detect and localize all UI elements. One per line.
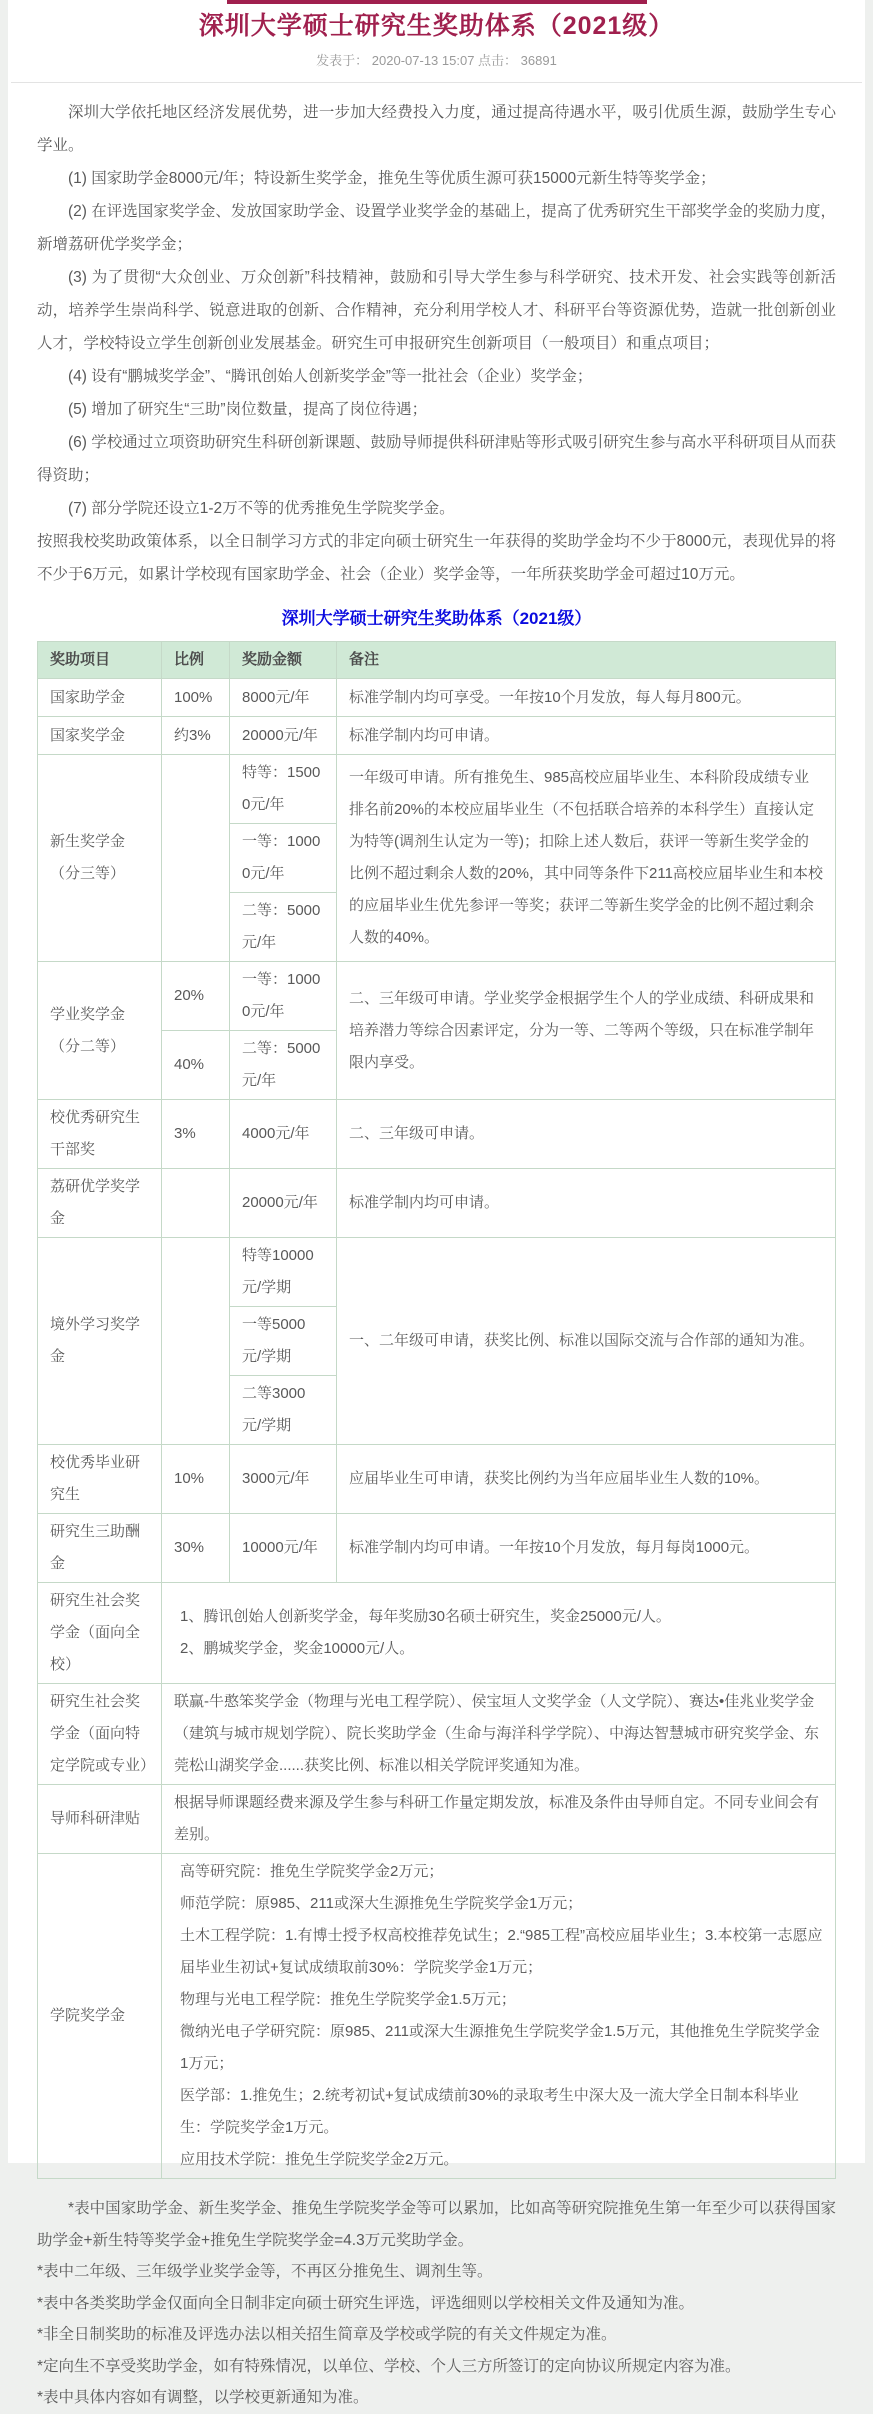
cell-amount-first: 一等：10000元/年 [230,824,337,893]
row-social-scholarship-specific [38,1684,836,1785]
cell-project: 研究生社会奖学金（面向全校） [38,1583,162,1684]
header-cell-remark: 备注 [337,642,836,679]
cell-amount-first: 一等：10000元/年 [230,962,337,1031]
row-supervisor-research-allowance [38,1785,836,1854]
row-overseas-study-scholarship [38,1238,836,1307]
footer-note-1: *表中国家助学金、新生奖学金、推免生学院奖学金等可以累加，比如高等研究院推免生第一年至少可以获得国家助学金+新生特等奖学金+推免生学院奖学金=4.3万元奖助学金。 [37,2200,836,2249]
intro-item-1: (1) 国家助学金8000元/年；特设新生奖学金，推免生等优质生源可获15000元新生特等奖学金； [68,170,716,187]
cell-amount: 20000元/年 [230,717,337,755]
table-header-row [38,642,836,679]
cell-details [162,1583,836,1684]
intro-item-4: (4) 设有“鹏城奖学金”、“腾讯创始人创新奖学金”等一批社会（企业）奖学金； [68,368,593,385]
cell-remark: 一年级可申请。所有推免生、985高校应届毕业生、本科阶段成绩专业排名前20%的本校应届毕业生（不包括联合培养的本科学生）直接认定为特等(调剂生认定为一等)；扣除上述人数后，获评一等新生奖学金的比例不超过剩余人数的20%，其中同等条件下211高校应届毕业生和本校的应届毕业生优先参评一等奖；获评二等新生奖学金的比例不超过剩余人数的40%。 [337,755,836,962]
header-cell-amount: 奖励金额 [230,642,337,679]
cell-ratio: 3% [162,1100,230,1169]
row-academic-scholarship [38,962,836,1031]
detail-line: 师范学院：原985、211或深大生源推免生学院奖学金1万元； [180,1895,583,1912]
intro-item-7: (7) 部分学院还设立1-2万不等的优秀推免生学院奖学金。 [68,500,455,517]
cell-project: 导师科研津贴 [38,1785,162,1854]
post-meta: 发表于： 2020-07-13 15:07 点击： 36891 [316,53,557,68]
cell-remark: 应届毕业生可申请，获奖比例约为当年应届毕业生人数的10%。 [337,1445,836,1514]
cell-amount-first: 一等5000元/学期 [230,1307,337,1376]
cell-amount: 3000元/年 [230,1445,337,1514]
cell-remark: 标准学制内均可申请。 [337,1169,836,1238]
cell-amount-second: 二等：5000元/年 [230,893,337,962]
cell-project: 国家奖学金 [38,717,162,755]
cell-amount-second: 二等：5000元/年 [230,1031,337,1100]
header-divider [11,82,862,83]
cell-remark: 二、三年级可申请。 [337,1100,836,1169]
detail-line: 物理与光电工程学院：推免生学院奖学金1.5万元； [180,1991,516,2008]
cell-project: 学业奖学金（分二等） [38,962,162,1100]
cell-remark: 一、二年级可申请，获奖比例、标准以国际交流与合作部的通知为准。 [337,1238,836,1445]
top-accent-bar [227,0,647,4]
cell-ratio [162,1169,230,1238]
cell-ratio: 10% [162,1445,230,1514]
detail-line: 应用技术学院：推免生学院奖学金2万元。 [180,2151,459,2168]
row-outstanding-cadre-award [38,1100,836,1169]
intro-item-5: (5) 增加了研究生“三助”岗位数量，提高了岗位待遇； [68,401,428,418]
article-content [8,96,865,2414]
cell-project: 国家助学金 [38,679,162,717]
intro-section [37,96,836,591]
cell-project: 境外学习奖学金 [38,1238,162,1445]
cell-amount: 20000元/年 [230,1169,337,1238]
cell-amount-special: 特等：15000元/年 [230,755,337,824]
cell-amount: 8000元/年 [230,679,337,717]
cell-details: 根据导师课题经费来源及学生参与科研工作量定期发放，标准及条件由导师自定。不同专业间会有差别。 [162,1785,836,1854]
article-page [8,0,865,2406]
cell-amount: 10000元/年 [230,1514,337,1583]
cell-details: 联赢-牛憨笨奖学金（物理与光电工程学院）、侯宝垣人文奖学金（人文学院）、赛达•佳兆业奖学金（建筑与城市规划学院）、院长奖助学金（生命与海洋科学学院）、中海达智慧城市研究奖学金、东莞松山湖奖学金......获奖比例、标准以相关学院评奖通知为准。 [162,1684,836,1785]
detail-line: 1、腾讯创始人创新奖学金，每年奖励30名硕士研究生，奖金25000元/人。 [180,1608,671,1625]
cell-project: 新生奖学金（分三等） [38,755,162,962]
cell-remark: 标准学制内均可享受。一年按10个月发放，每人每月800元。 [337,679,836,717]
intro-item-2: (2) 在评选国家奖学金、发放国家助学金、设置学业奖学金的基础上，提高了优秀研究生干部奖学金的奖励力度，新增荔研优学奖学金； [37,203,836,253]
row-college-scholarship [38,1854,836,2179]
cell-ratio [162,755,230,962]
cell-project: 研究生社会奖学金（面向特定学院或专业） [38,1684,162,1785]
intro-summary: 按照我校奖助政策体系，以全日制学习方式的非定向硕士研究生一年获得的奖助学金均不少于8000元，表现优异的将不少于6万元，如累计学校现有国家助学金、社会（企业）奖学金等，一年所获奖助学金可超过10万元。 [37,533,836,583]
cell-amount-special: 特等10000元/学期 [230,1238,337,1307]
row-national-scholarship [38,717,836,755]
cell-project: 校优秀研究生干部奖 [38,1100,162,1169]
detail-line: 微纳光电子学研究院：原985、211或深大生源推免生学院奖学金1.5万元，其他推免生学院奖学金1万元； [180,2023,820,2072]
detail-line: 医学部：1.推免生；2.统考初试+复试成绩前30%的录取考生中深大及一流大学全日制本科毕业生：学院奖学金1万元。 [180,2087,799,2136]
cell-ratio [162,1238,230,1445]
cell-remark: 标准学制内均可申请。 [337,717,836,755]
scholarship-table [37,641,836,2179]
cell-project: 荔研优学奖学金 [38,1169,162,1238]
cell-remark: 二、三年级可申请。学业奖学金根据学生个人的学业成绩、科研成果和培养潜力等综合因素评定，分为一等、二等两个等级，只在标准学制年限内享受。 [337,962,836,1100]
row-national-grant [38,679,836,717]
footer-notes [37,2193,836,2414]
detail-line: 高等研究院：推免生学院奖学金2万元； [180,1863,444,1880]
footer-note-5: *定向生不享受奖助学金，如有特殊情况，以单位、学校、个人三方所签订的定向协议所规定内容为准。 [37,2357,741,2375]
cell-project: 校优秀毕业研究生 [38,1445,162,1514]
cell-ratio: 100% [162,679,230,717]
cell-project: 学院奖学金 [38,1854,162,2179]
row-assistantship-pay [38,1514,836,1583]
intro-item-6: (6) 学校通过立项资助研究生科研创新课题、鼓励导师提供科研津贴等形式吸引研究生参与高水平科研项目从而获得资助； [37,434,836,484]
intro-paragraph: 深圳大学依托地区经济发展优势，进一步加大经费投入力度，通过提高待遇水平，吸引优质生源，鼓励学生专心学业。 [37,104,836,154]
intro-item-3: (3) 为了贯彻“大众创业、万众创新”科技精神，鼓励和引导大学生参与科学研究、技术开发、社会实践等创新活动，培养学生崇尚科学、锐意进取的创新、合作精神，充分利用学校人才、科研平台等资源优势，造就一批创新创业人才，学校特设立学生创新创业发展基金。研究生可申报研究生创新项目（一般项目）和重点项目； [37,269,836,352]
footer-note-4: *非全日制奖助的标准及评选办法以相关招生简章及学校或学院的有关文件规定为准。 [37,2326,617,2343]
row-outstanding-graduate [38,1445,836,1514]
detail-line: 土木工程学院：1.有博士授予权高校推荐免试生；2.“985工程”高校应届毕业生；3.本校第一志愿应届毕业生初试+复试成绩取前30%：学院奖学金1万元； [180,1927,823,1976]
cell-amount-second: 二等3000元/学期 [230,1376,337,1445]
cell-ratio: 约3% [162,717,230,755]
cell-amount: 4000元/年 [230,1100,337,1169]
cell-ratio-second: 40% [162,1031,230,1100]
cell-ratio-first: 20% [162,962,230,1031]
header-cell-project: 奖助项目 [38,642,162,679]
detail-line: 2、鹏城奖学金，奖金10000元/人。 [180,1640,415,1657]
header-cell-ratio: 比例 [162,642,230,679]
row-social-scholarship-university [38,1583,836,1684]
row-liyan-scholarship [38,1169,836,1238]
cell-project: 研究生三助酬金 [38,1514,162,1583]
cell-ratio: 30% [162,1514,230,1583]
row-freshman-scholarship [38,755,836,824]
page-title: 深圳大学硕士研究生奖助体系（2021级） [198,12,675,40]
footer-note-3: *表中各类奖助学金仅面向全日制非定向硕士研究生评选，评选细则以学校相关文件及通知为准。 [37,2294,695,2312]
cell-remark: 标准学制内均可申请。一年按10个月发放，每月每岗1000元。 [337,1514,836,1583]
table-title: 深圳大学硕士研究生奖助体系（2021级） [281,609,592,628]
footer-note-2: *表中二年级、三年级学业奖学金等，不再区分推免生、调剂生等。 [37,2263,493,2280]
cell-details [162,1854,836,2179]
footer-note-6: *表中具体内容如有调整，以学校更新通知为准。 [37,2389,369,2406]
